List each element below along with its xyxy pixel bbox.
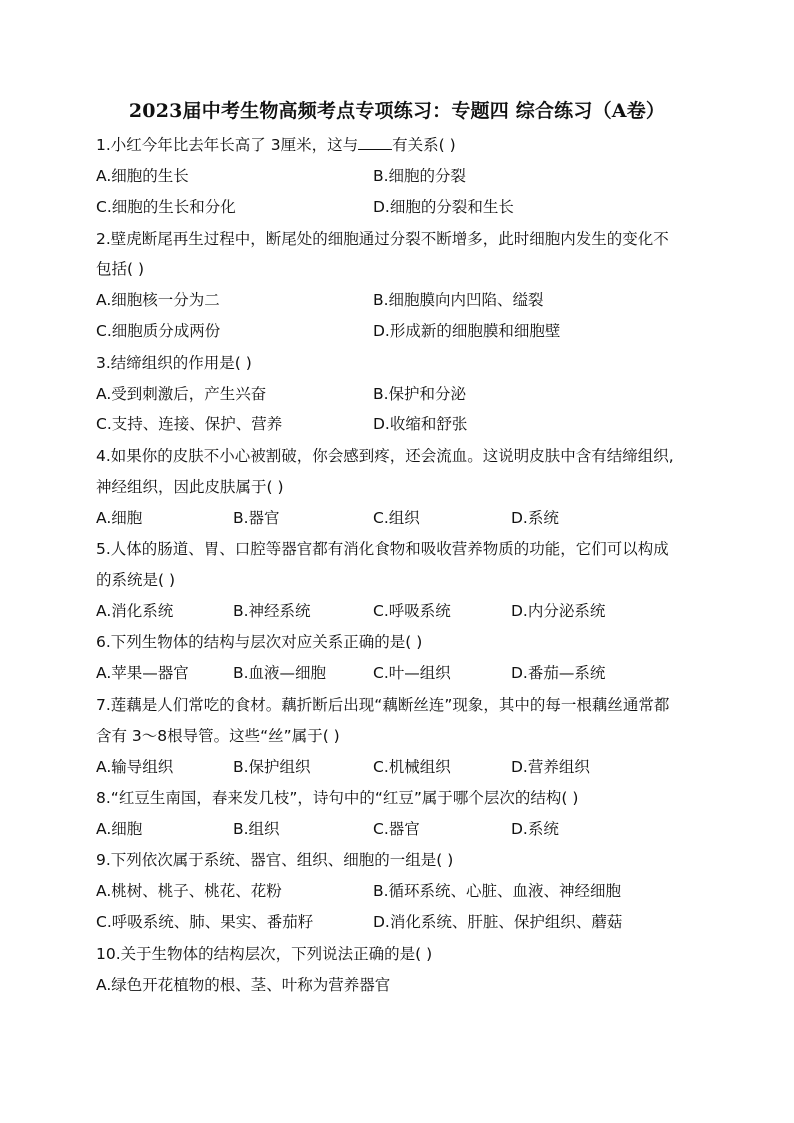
question-4-option-a: A.细胞 (96, 509, 143, 527)
question-2-option-a: A.细胞核一分为二 (96, 291, 220, 309)
question-9-option-c: C.呼吸系统、肺、果实、番茄籽 (96, 913, 314, 931)
question-8-stem: 8.“红豆生南国，春来发几枝”，诗句中的“红豆”属于哪个层次的结构( ) (96, 789, 579, 807)
question-6-option-a: A.苹果—器官 (96, 664, 189, 682)
question-10-stem: 10.关于生物体的结构层次，下列说法正确的是( ) (96, 945, 433, 963)
question-4-option-d: D.系统 (511, 509, 559, 527)
answer-blank (358, 135, 392, 150)
question-1-stem-part1: 1.小红今年比去年长高了 3厘米，这与 (96, 136, 359, 154)
question-2-option-d: D.形成新的细胞膜和细胞壁 (373, 322, 561, 340)
question-6-stem: 6.下列生物体的结构与层次对应关系正确的是( ) (96, 633, 423, 651)
question-7-stem-line1: 7.莲藕是人们常吃的食材。藕折断后出现“藕断丝连”现象，其中的每一根藕丝通常都 (96, 696, 670, 714)
question-9-option-d: D.消化系统、肝脏、保护组织、蘑菇 (373, 913, 623, 931)
question-3-option-a: A.受到刺激后，产生兴奋 (96, 385, 267, 403)
question-8-option-c: C.器官 (373, 820, 420, 838)
question-9-option-a: A.桃树、桃子、桃花、花粉 (96, 882, 282, 900)
question-4-stem-line1: 4.如果你的皮肤不小心被割破，你会感到疼，还会流血。这说明皮肤中含有结缔组织, (96, 447, 674, 465)
question-8-option-a: A.细胞 (96, 820, 143, 838)
question-4-option-c: C.组织 (373, 509, 420, 527)
page-title: 2023届中考生物高频考点专项练习：专题四 综合练习（A卷） (128, 100, 666, 122)
question-2-option-b: B.细胞膜向内凹陷、缢裂 (373, 291, 544, 309)
question-1-stem-part2: 有关系( ) (392, 136, 456, 154)
question-3-option-c: C.支持、连接、保护、营养 (96, 415, 283, 433)
question-7-option-d: D.营养组织 (511, 758, 590, 776)
question-2-stem-line2: 包括( ) (96, 260, 145, 278)
question-6-option-b: B.血液—细胞 (233, 664, 327, 682)
question-2-option-c: C.细胞质分成两份 (96, 322, 221, 340)
question-5-stem-line1: 5.人体的肠道、胃、口腔等器官都有消化食物和吸收营养物质的功能，它们可以构成 (96, 540, 669, 558)
question-8-option-b: B.组织 (233, 820, 280, 838)
question-7-option-b: B.保护组织 (233, 758, 311, 776)
question-7-option-a: A.输导组织 (96, 758, 174, 776)
question-4-option-b: B.器官 (233, 509, 280, 527)
question-10-option-a: A.绿色开花植物的根、茎、叶称为营养器官 (96, 976, 391, 994)
question-2-stem-line1: 2.壁虎断尾再生过程中，断尾处的细胞通过分裂不断增多，此时细胞内发生的变化不 (96, 230, 669, 248)
question-5-option-b: B.神经系统 (233, 602, 311, 620)
question-1-option-c: C.细胞的生长和分化 (96, 198, 236, 216)
question-8-option-d: D.系统 (511, 820, 559, 838)
question-6-option-c: C.叶—组织 (373, 664, 451, 682)
question-3-stem: 3.结缔组织的作用是( ) (96, 354, 252, 372)
question-1-option-b: B.细胞的分裂 (373, 167, 467, 185)
question-7-option-c: C.机械组织 (373, 758, 451, 776)
question-3-option-b: B.保护和分泌 (373, 385, 467, 403)
question-1-stem (96, 135, 456, 155)
question-3-option-d: D.收缩和舒张 (373, 415, 468, 433)
question-1-option-a: A.细胞的生长 (96, 167, 189, 185)
question-6-option-d: D.番茄—系统 (511, 664, 606, 682)
question-5-option-a: A.消化系统 (96, 602, 174, 620)
question-5-option-d: D.内分泌系统 (511, 602, 606, 620)
question-5-option-c: C.呼吸系统 (373, 602, 451, 620)
question-1-option-d: D.细胞的分裂和生长 (373, 198, 514, 216)
question-7-stem-line2: 含有 3～8根导管。这些“丝”属于( ) (96, 727, 340, 745)
question-9-stem: 9.下列依次属于系统、器官、组织、细胞的一组是( ) (96, 851, 454, 869)
question-5-stem-line2: 的系统是( ) (96, 571, 176, 589)
question-9-option-b: B.循环系统、心脏、血液、神经细胞 (373, 882, 622, 900)
question-4-stem-line2: 神经组织，因此皮肤属于( ) (96, 478, 284, 496)
